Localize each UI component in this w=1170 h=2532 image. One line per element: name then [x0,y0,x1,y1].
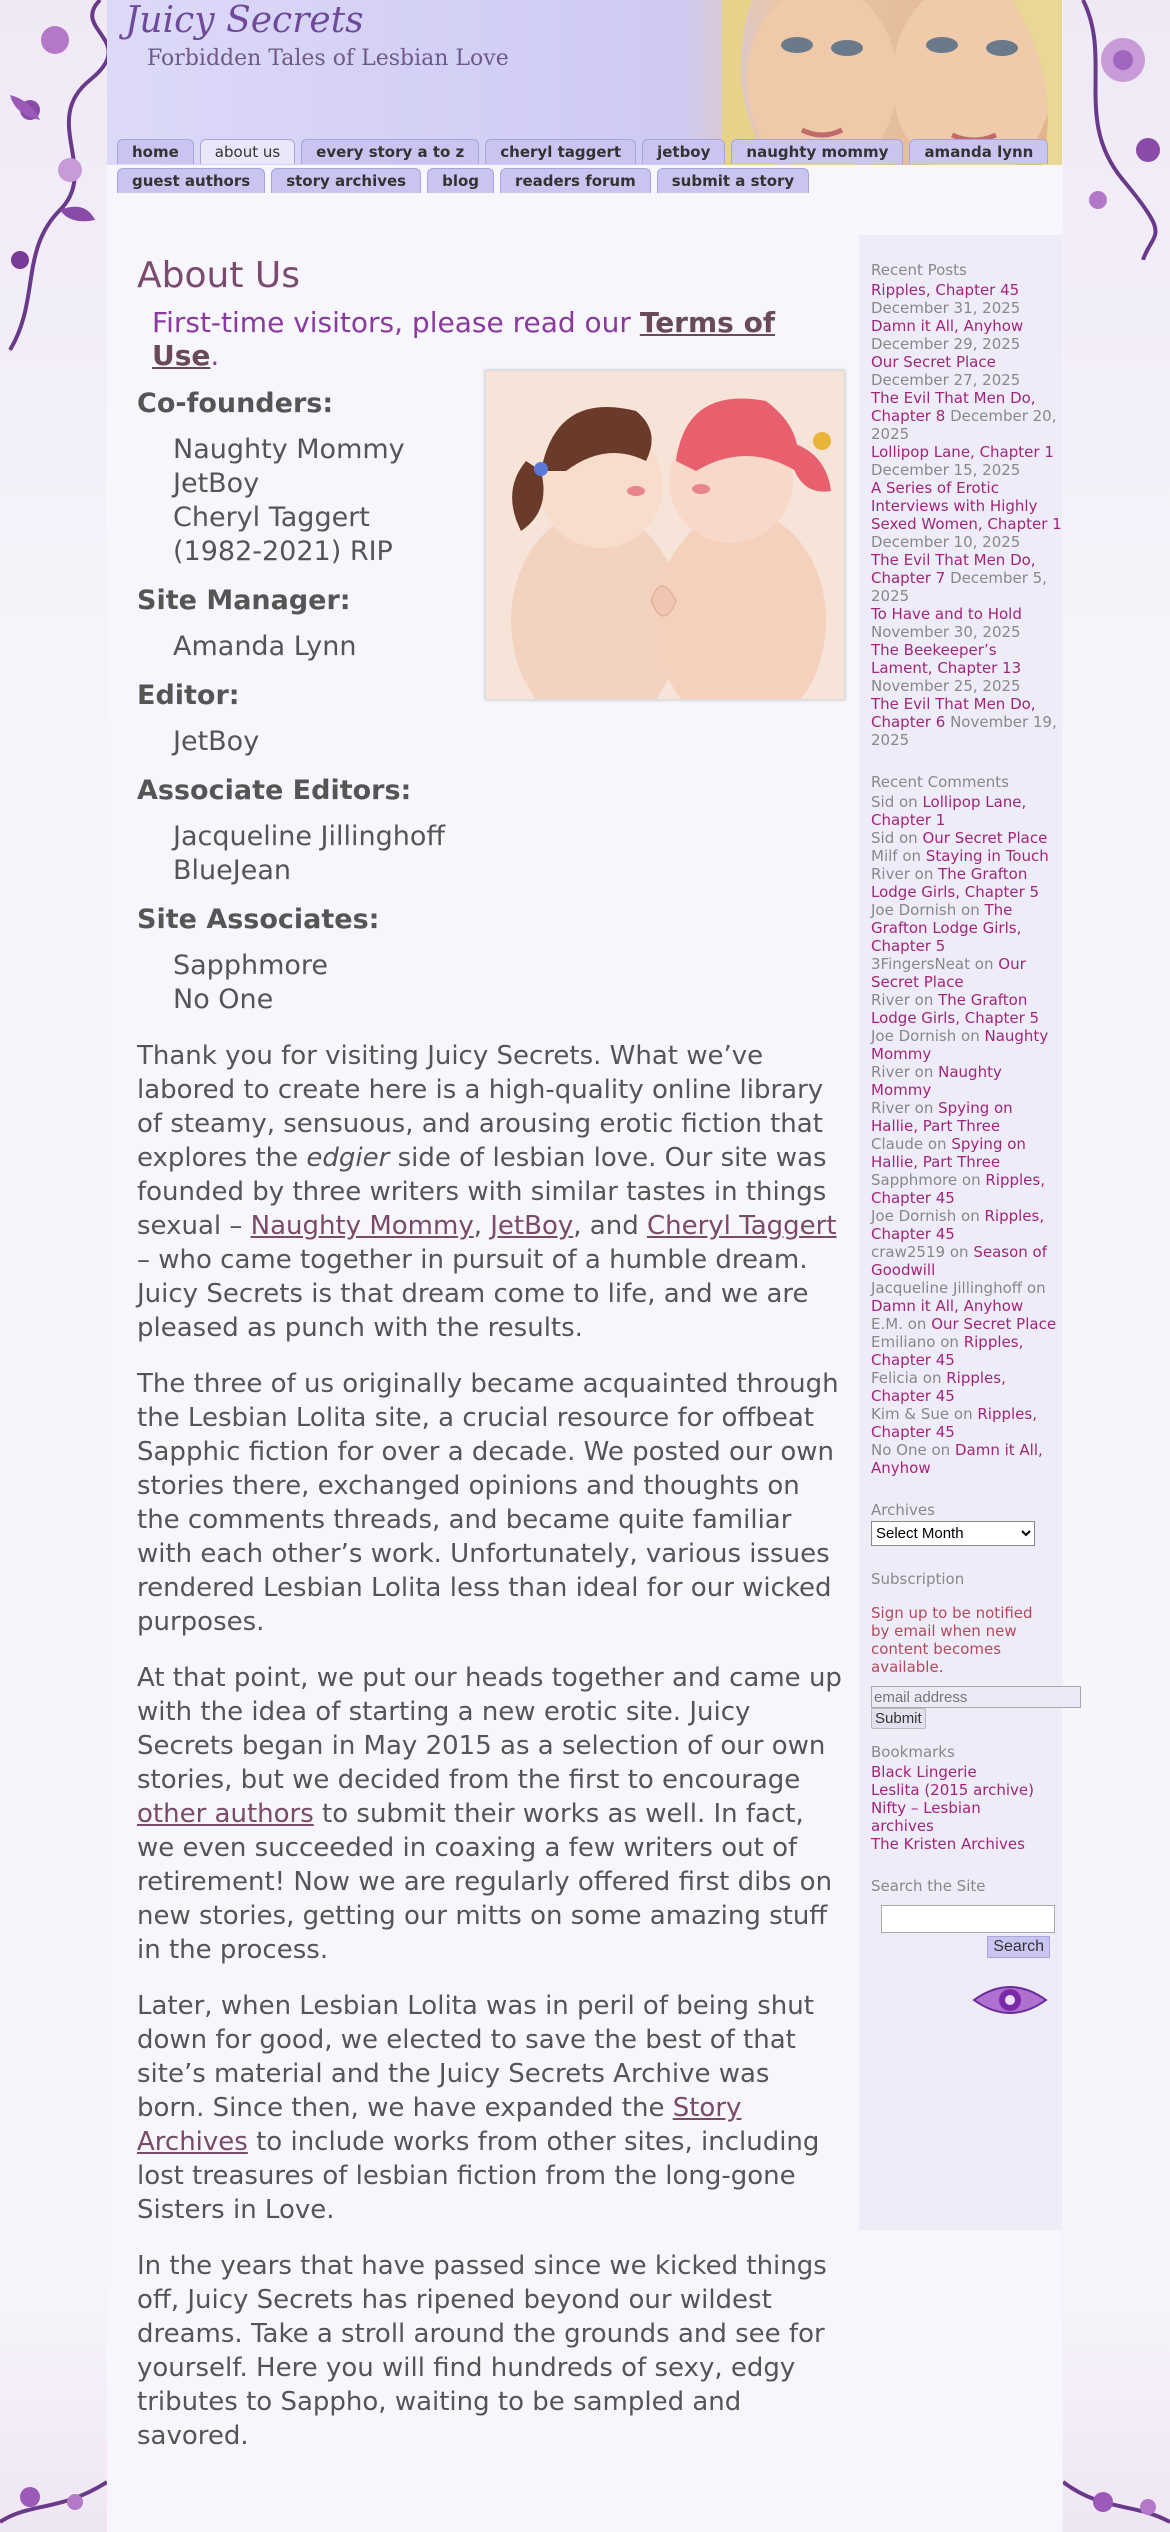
intro-paragraph [137,1039,842,1345]
comment-on-word: on [914,1063,934,1081]
paragraph-text: Later, when Lesbian Lolita was in peril of being shut down for good, we elected to save the best of that site’s material and the Juicy Secrets Archive was born. Since then, we have expanded the [137,1991,814,2123]
bookmarks-widget [871,1743,1062,1853]
recent-post-item [871,389,1062,443]
comment-on-word: on [949,1243,969,1261]
comment-on-word: on [899,793,918,811]
comment-on-word: on [899,829,918,847]
comment-on-word: on [922,1369,942,1387]
recent-post-date: December 31, 2025 [871,299,1021,317]
nav-tab-cheryl-taggert[interactable]: cheryl taggert [485,139,636,164]
eye-logo-icon [970,1978,1050,2022]
cofounders-names [173,433,467,569]
nav-tab-home[interactable]: home [117,139,194,164]
closing-paragraph: In the years that have passed since we kicked things off, Juicy Secrets has ripened beyond our wildest dreams. Take a stroll around the grounds and see for yourself. Here you will find hundreds of sexy, edgy tributes to Sappho, waiting to be sampled and savored. [137,2251,827,2451]
recent-comment-item [871,1243,1062,1279]
paragraph-text: to submit their works as well. In fact, we even succeeded in coaxing a few writers out of retirement! Now we are regularly offered first dibs on new stories, getting our mitts on some amazing stuff in the process. [137,1799,833,1965]
comment-post-link[interactable]: Naughty Mommy [871,1027,1049,1063]
nav-tab-jetboy[interactable]: jetboy [642,139,725,164]
comment-on-word: on [961,1207,980,1225]
site-manager-heading: Site Manager: [137,585,351,616]
recent-comment-item [871,1099,1062,1135]
main-navigation [117,139,1062,197]
staff-name: JetBoy [173,726,260,757]
comment-post-link[interactable]: Naughty Mommy [871,1063,1002,1099]
staff-name: No One [173,984,274,1015]
comment-author: River [871,1099,910,1117]
recent-comments-list [871,793,1062,1477]
cofounders-heading: Co-founders: [137,388,334,419]
nav-row-2 [117,168,1062,193]
site-logo-badge[interactable] [871,1978,1062,2026]
recent-comment-item [871,991,1062,1027]
comment-author: River [871,865,910,883]
notice-text: First-time visitors, please read our [152,306,640,339]
recent-post-item [871,281,1062,317]
comment-on-word: on [927,1135,947,1153]
paragraph-text: Thank you for visiting Juicy Secrets. What we’ve labored to create here is a high-quality online library of steamy, sensuous, and arousing erotic fiction that explores the [137,1041,824,1173]
nav-tab-about-us[interactable]: about us [200,139,295,164]
comment-post-link[interactable]: Season of Goodwill [871,1243,1047,1279]
staff-name: Jacqueline Jillinghoff [173,821,445,852]
recent-post-item [871,551,1062,605]
staff-list [137,388,467,1017]
nav-tab-readers-forum[interactable]: readers forum [500,168,651,193]
recent-post-link[interactable]: Damn it All, Anyhow [871,317,1024,335]
bookmark-link[interactable]: Black Lingerie [871,1763,977,1781]
emphasis-text: edgier [306,1143,390,1173]
archives-widget [871,1501,1062,1546]
recent-comment-item [871,847,1062,865]
comment-author: Sapphmore [871,1171,958,1189]
recent-comment-item [871,1279,1062,1315]
recent-comment-item [871,1333,1062,1369]
recent-post-link[interactable]: To Have and to Hold [871,605,1022,623]
comment-post-link[interactable]: The Grafton Lodge Girls, Chapter 5 [871,991,1040,1027]
comment-on-word: on [931,1441,951,1459]
bookmark-link[interactable]: Leslita (2015 archive) [871,1781,1035,1799]
left-floral-decoration [0,0,107,2532]
nav-tab-story-archives[interactable]: story archives [271,168,421,193]
comment-author: E.M. [871,1315,903,1333]
comment-author: Sid [871,829,895,847]
comment-post-link[interactable]: Our Secret Place [922,829,1048,847]
page-wrapper [107,0,1062,2532]
search-widget [871,1877,1062,2026]
nav-tab-submit-a-story[interactable]: submit a story [657,168,809,193]
recent-posts-title: Recent Posts [871,261,967,279]
staff-name: Amanda Lynn [173,631,357,662]
recent-post-item [871,695,1062,749]
comment-post-link[interactable]: Spying on Hallie, Part Three [871,1135,1026,1171]
search-title: Search the Site [871,1877,986,1895]
sidebar [859,235,1062,2230]
recent-comment-item [871,1369,1062,1405]
nav-tab-guest-authors[interactable]: guest authors [117,168,265,193]
subscription-text: Sign up to be notified by email when new content becomes available. [871,1604,1033,1676]
comment-post-link[interactable]: Our Secret Place [871,955,1026,991]
bookmarks-title: Bookmarks [871,1743,955,1761]
comment-on-word: on [940,1333,959,1351]
naughty-mommy-link[interactable]: Naughty Mommy [250,1211,474,1241]
site-header [107,0,1062,190]
recent-post-link[interactable]: Our Secret Place [871,353,996,371]
comment-post-link[interactable]: Staying in Touch [925,847,1049,865]
recent-post-date: November 30, 2025 [871,623,1021,641]
search-input[interactable] [881,1905,1055,1933]
associate-editors-heading: Associate Editors: [137,775,412,806]
page-title: About Us [137,255,300,296]
archive-paragraph [137,1989,842,2227]
recent-post-date: November 25, 2025 [871,677,1021,695]
recent-post-item [871,641,1062,695]
recent-comment-item [871,901,1062,955]
main-content [137,255,847,2453]
paragraph-text: to include works from other sites, including lost treasures of lesbian fiction from the long-gone Sisters in Love. [137,2127,820,2225]
recent-comment-item [871,1171,1062,1207]
story-archives-link[interactable]: Story Archives [137,2093,742,2157]
editor-names [173,725,467,759]
recent-post-item [871,353,1062,389]
history-paragraph: The three of us originally became acquainted through the Lesbian Lolita site, a crucial resource for offbeat Sapphic fiction for over a decade. We posted our own stories there, exchanged opinions and thoughts on the comments threads, and became quite familiar with each other’s work. Unfortunately, various issues rendered Lesbian Lolita less than ideal for our wicked purposes. [137,1369,839,1637]
staff-name: Sapphmore [173,950,329,981]
other-authors-link[interactable]: other authors [137,1799,314,1829]
subscription-widget [871,1570,1062,1729]
nav-tab-every-story[interactable]: every story a to z [301,139,479,164]
recent-post-item [871,479,1062,551]
comment-post-link[interactable]: Ripples, Chapter 45 [871,1405,1037,1441]
jetboy-link[interactable]: JetBoy [490,1211,574,1241]
site-associates-heading: Site Associates: [137,904,380,935]
recent-comment-item [871,1207,1062,1243]
subscription-title: Subscription [871,1570,965,1588]
comment-on-word: on [914,991,934,1009]
comment-author: River [871,1063,910,1081]
recent-post-link[interactable]: The Evil That Men Do, Chapter 8 [871,389,1036,425]
site-manager-names [173,630,467,664]
founding-paragraph [137,1661,842,1967]
recent-post-date: December 10, 2025 [871,533,1021,551]
recent-comment-item [871,1405,1062,1441]
comment-post-link[interactable]: Lollipop Lane, Chapter 1 [871,793,1027,829]
comment-author: Joe Dornish [871,1207,957,1225]
comment-post-link[interactable]: Damn it All, Anyhow [871,1441,1043,1477]
comment-author: River [871,991,910,1009]
recent-post-date: December 5, 2025 [871,569,1047,605]
comment-on-word: on [961,901,980,919]
notice-suffix: . [210,339,220,372]
recent-post-link[interactable]: Lollipop Lane, Chapter 1 [871,443,1054,461]
staff-name: JetBoy [173,468,260,499]
comment-author: Emiliano [871,1333,936,1351]
cheryl-taggert-link[interactable]: Cheryl Taggert [646,1211,837,1241]
site-title[interactable]: Juicy Secrets [125,0,364,41]
paragraph-text: side of lesbian love. Our site was founded by three writers with similar tastes in things sexual – [137,1143,827,1241]
recent-post-link[interactable]: Ripples, Chapter 45 [871,281,1020,299]
comment-on-word: on [1026,1279,1046,1297]
recent-comments-title: Recent Comments [871,773,1009,791]
comment-on-word: on [902,847,922,865]
comment-post-link[interactable]: The Grafton Lodge Girls, Chapter 5 [871,865,1040,901]
comment-author: Kim & Sue [871,1405,950,1423]
site-associates-names [173,949,467,1017]
feature-illustration [485,370,845,700]
nav-tab-amanda-lynn[interactable]: amanda lynn [909,139,1048,164]
recent-post-date: November 19, 2025 [871,713,1057,749]
comment-author: Claude [871,1135,924,1153]
archives-month-select[interactable] [871,1521,1035,1546]
recent-post-link[interactable]: A Series of Erotic Interviews with Highly Sexed Women, Chapter 1 [871,479,1062,533]
subscribe-submit-button[interactable]: Submit [871,1708,926,1729]
recent-post-item [871,317,1062,353]
staff-name: (1982-2021) RIP [173,536,393,567]
site-tagline: Forbidden Tales of Lesbian Love [147,46,509,71]
recent-comment-item [871,1315,1062,1333]
recent-post-link[interactable]: The Evil That Men Do, Chapter 7 [871,551,1036,587]
recent-post-item [871,605,1062,641]
editor-heading: Editor: [137,680,240,711]
staff-name: BlueJean [173,855,291,886]
separator: , [473,1211,491,1241]
nav-tab-blog[interactable]: blog [427,168,494,193]
terms-of-use-link[interactable]: Terms of Use [152,306,775,372]
comment-author: craw2519 [871,1243,946,1261]
comment-on-word: on [907,1315,927,1333]
comment-post-link[interactable]: Ripples, Chapter 45 [871,1369,1006,1405]
bookmark-link[interactable]: The Kristen Archives [871,1835,1025,1853]
nav-tab-naughty-mommy[interactable]: naughty mommy [731,139,903,164]
recent-comment-item [871,1441,1062,1477]
recent-posts-widget [871,261,1062,749]
comment-post-link[interactable]: Damn it All, Anyhow [871,1297,1024,1315]
recent-comments-widget [871,773,1062,1477]
recent-post-date: December 27, 2025 [871,371,1021,389]
comment-author: Joe Dornish [871,901,957,919]
recent-post-date: December 15, 2025 [871,461,1021,479]
comment-author: Jacqueline Jillinghoff [871,1279,1023,1297]
recent-post-link[interactable]: The Evil That Men Do, Chapter 6 [871,695,1036,731]
recent-post-link[interactable]: The Beekeeper’s Lament, Chapter 13 [871,641,1022,677]
paragraph-text: – who came together in pursuit of a humble dream. Juicy Secrets is that dream come to life, and we are pleased as punch with the results. [137,1245,809,1343]
comment-on-word: on [953,1405,973,1423]
bookmark-link[interactable]: Nifty – Lesbian archives [871,1799,981,1835]
staff-name: Naughty Mommy [173,434,405,465]
first-visit-notice [152,306,847,372]
recent-comment-item [871,1135,1062,1171]
comment-post-link[interactable]: Our Secret Place [931,1315,1057,1333]
right-floral-decoration [1063,0,1170,2532]
recent-posts-list [871,281,1062,749]
recent-comment-item [871,955,1062,991]
paragraph-text: At that point, we put our heads together and came up with the idea of starting a new erotic site. Juicy Secrets began in May 2015 as a selection of our own stories, but we decided from the first to encourage [137,1663,842,1795]
nav-row-1 [117,139,1062,164]
recent-comment-item [871,829,1062,847]
comment-post-link[interactable]: Ripples, Chapter 45 [871,1333,1024,1369]
comment-on-word: on [914,1099,934,1117]
search-button[interactable]: Search [987,1936,1050,1958]
comment-post-link[interactable]: Ripples, Chapter 45 [871,1207,1045,1243]
comment-author: Sid [871,793,895,811]
comment-post-link[interactable]: The Grafton Lodge Girls, Chapter 5 [871,901,1022,955]
recent-post-date: December 29, 2025 [871,335,1021,353]
recent-post-date: December 20, 2025 [871,407,1057,443]
recent-post-item [871,443,1062,479]
associate-editors-names [173,820,467,888]
staff-name: Cheryl Taggert [173,502,370,533]
comment-author: Joe Dornish [871,1027,957,1045]
recent-comment-item [871,793,1062,829]
comment-on-word: on [961,1171,981,1189]
comment-post-link[interactable]: Ripples, Chapter 45 [871,1171,1045,1207]
comment-author: No One [871,1441,927,1459]
comment-author: Milf [871,847,898,865]
comment-author: 3FingersNeat [871,955,971,973]
comment-on-word: on [974,955,994,973]
recent-comment-item [871,865,1062,901]
comment-on-word: on [961,1027,980,1045]
separator: , and [573,1211,647,1241]
recent-comment-item [871,1027,1062,1063]
comment-author: Felicia [871,1369,918,1387]
archives-title: Archives [871,1501,935,1519]
comment-on-word: on [914,865,934,883]
comment-post-link[interactable]: Spying on Hallie, Part Three [871,1099,1013,1135]
email-input[interactable] [871,1686,1081,1708]
recent-comment-item [871,1063,1062,1099]
